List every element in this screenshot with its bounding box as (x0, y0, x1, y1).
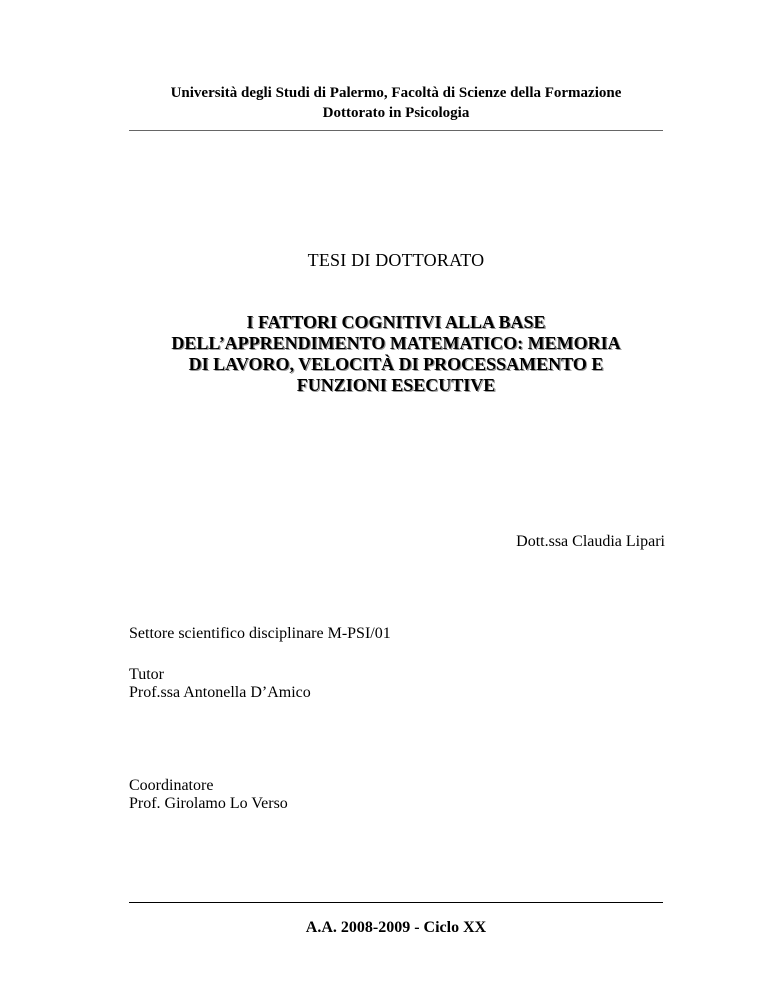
tutor-label: Tutor (129, 666, 164, 683)
thesis-type: TESI DI DOTTORATO (307, 250, 485, 270)
thesis-title (135, 312, 657, 396)
doctorate-program: Dottorato in Psicologia (322, 105, 470, 121)
academic-year: A.A. 2008-2009 - Ciclo XX (305, 919, 487, 936)
coordinator-block (129, 777, 288, 813)
coordinator-label: Coordinatore (129, 777, 214, 794)
header-divider (129, 130, 663, 131)
title-line: DI LAVORO, VELOCITÀ DI PROCESSAMENTO E (188, 354, 604, 374)
title-line: I FATTORI COGNITIVI ALLA BASE (246, 312, 546, 332)
tutor-block (129, 666, 311, 702)
footer-divider (129, 902, 663, 903)
author-name: Dott.ssa Claudia Lipari (516, 533, 665, 550)
tutor-name: Prof.ssa Antonella D’Amico (129, 684, 311, 701)
institution-header (129, 83, 663, 123)
university-faculty: Università degli Studi di Palermo, Facoltà di Scienze della Formazione (170, 85, 622, 101)
title-line: FUNZIONI ESECUTIVE (296, 375, 496, 395)
scientific-field: Settore scientifico disciplinare M-PSI/01 (129, 625, 391, 642)
coordinator-name: Prof. Girolamo Lo Verso (129, 795, 288, 812)
title-line: DELL’APPRENDIMENTO MATEMATICO: MEMORIA (171, 333, 621, 353)
